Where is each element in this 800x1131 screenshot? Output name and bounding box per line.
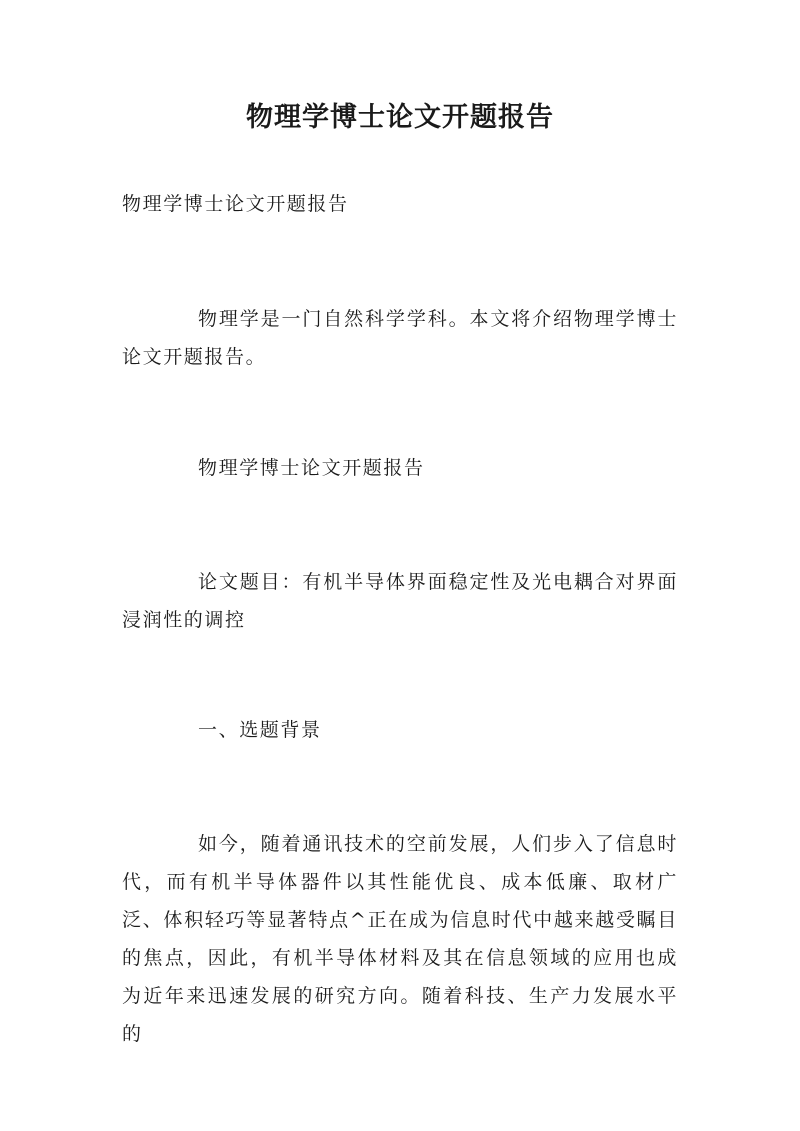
section-heading-report: 物理学博士论文开题报告: [198, 457, 425, 479]
intro-paragraph: 物理学是一门自然科学学科。本文将介绍物理学博士论文开题报告。: [122, 308, 678, 368]
section-heading-background: 一、选题背景: [198, 719, 322, 741]
document-title: 物理学博士论文开题报告: [246, 102, 554, 133]
background-paragraph: 如今，随着通讯技术的空前发展，人们步入了信息时代，而有机半导体器件以其性能优良、成本低廉、取材广泛、体积轻巧等显著特点^正在成为信息时代中越来越受瞩目的焦点，因此，有机半导体材料及其在信息领域的应用也成为近年来迅速发展的研究方向。随着科技、生产力发展水平的: [122, 833, 678, 1045]
thesis-topic-paragraph: 论文题目：有机半导体界面稳定性及光电耦合对界面浸润性的调控: [122, 571, 678, 631]
subtitle-paragraph: 物理学博士论文开题报告: [122, 193, 349, 215]
